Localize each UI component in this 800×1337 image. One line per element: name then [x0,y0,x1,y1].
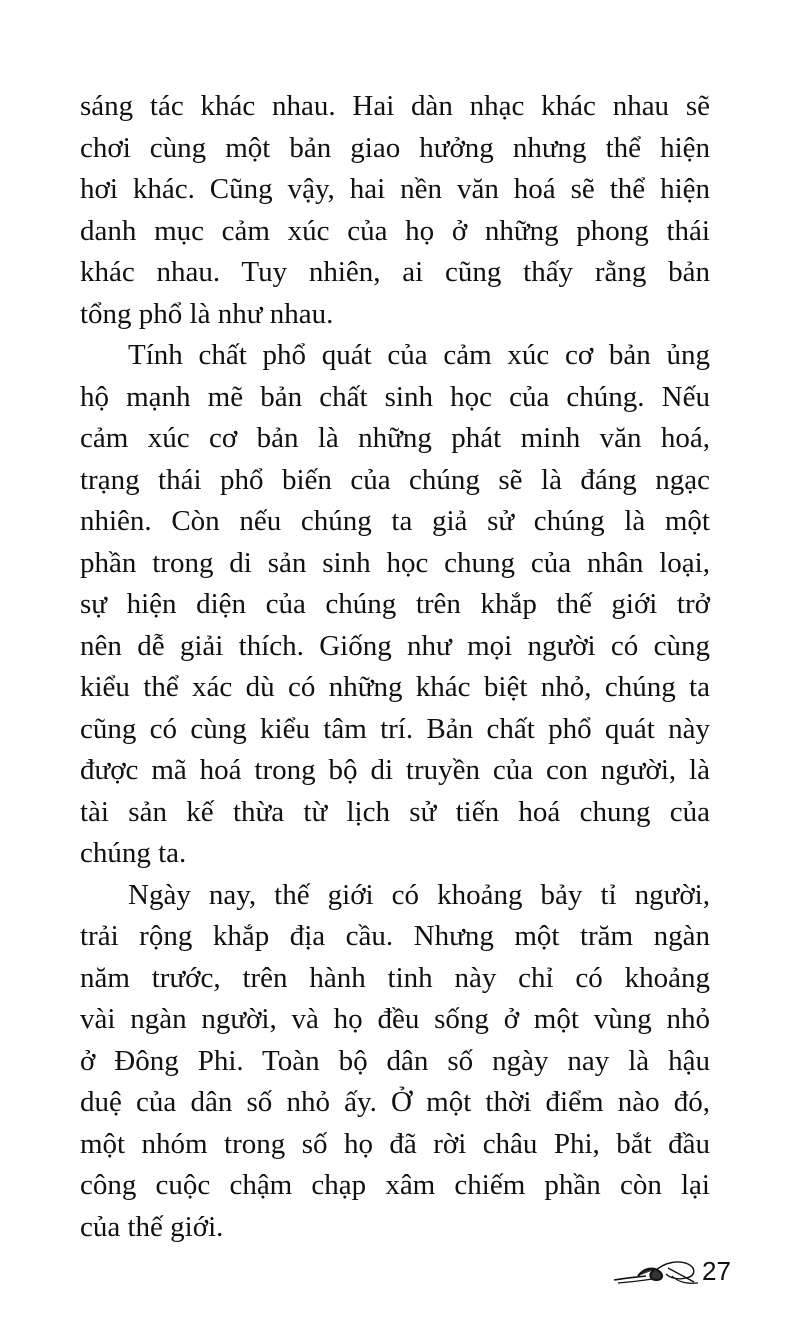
text-line: chúng ta. [80,837,187,869]
text-line: ở Đông Phi. Toàn bộ dân số ngày nay là hậu [80,1044,710,1077]
text-line: cũng có cùng kiểu tâm trí. Bản chất phổ quát này [80,712,710,745]
paragraph [80,335,710,875]
text-line: được mã hoá trong bộ di truyền của con người, là [80,754,710,786]
text-line: tổng phổ là như nhau. [80,297,334,330]
body-text [80,86,710,1248]
text-line: sáng tác khác nhau. Hai dàn nhạc khác nhau sẽ [80,90,710,122]
text-line: vài ngàn người, và họ đều sống ở một vùng nhỏ [80,1003,710,1035]
text-line: tài sản kế thừa từ lịch sử tiến hoá chung của [80,795,710,828]
text-line: phần trong di sản sinh học chung của nhân loại, [80,546,710,579]
text-line: duệ của dân số nhỏ ấy. Ở một thời điểm nào đó, [80,1086,710,1118]
page-footer [612,1252,732,1292]
text-line: một nhóm trong số họ đã rời châu Phi, bắt đầu [80,1127,710,1160]
text-line: trải rộng khắp địa cầu. Nhưng một trăm ngàn [80,920,710,952]
paragraph [80,875,710,1249]
text-line: chơi cùng một bản giao hưởng nhưng thể hiện [80,131,710,164]
paragraph [80,86,710,335]
text-line: trạng thái phổ biến của chúng sẽ là đáng ngạc [80,463,710,496]
text-line: của thế giới. [80,1210,224,1243]
text-line: nên dễ giải thích. Giống như mọi người có cùng [80,629,710,662]
text-line: nhiên. Còn nếu chúng ta giả sử chúng là một [80,505,710,537]
pen-flourish-icon [612,1256,700,1286]
text-line: Tính chất phổ quát của cảm xúc cơ bản ủng [128,339,710,371]
text-line: kiểu thể xác dù có những khác biệt nhỏ, chúng ta [80,671,710,703]
text-line: Ngày nay, thế giới có khoảng bảy tỉ người, [128,878,710,911]
text-line: khác nhau. Tuy nhiên, ai cũng thấy rằng bản [80,256,710,288]
text-line: hơi khác. Cũng vậy, hai nền văn hoá sẽ thể hiện [80,173,710,205]
text-line: hộ mạnh mẽ bản chất sinh học của chúng. Nếu [80,380,710,413]
text-line: sự hiện diện của chúng trên khắp thế giới trở [80,588,710,620]
page-number: 27 [702,1256,731,1286]
text-line: danh mục cảm xúc của họ ở những phong thái [80,214,710,247]
text-line: công cuộc chậm chạp xâm chiếm phần còn lại [80,1169,710,1201]
text-line: cảm xúc cơ bản là những phát minh văn hoá, [80,422,710,454]
text-line: năm trước, trên hành tinh này chỉ có khoảng [80,961,710,994]
